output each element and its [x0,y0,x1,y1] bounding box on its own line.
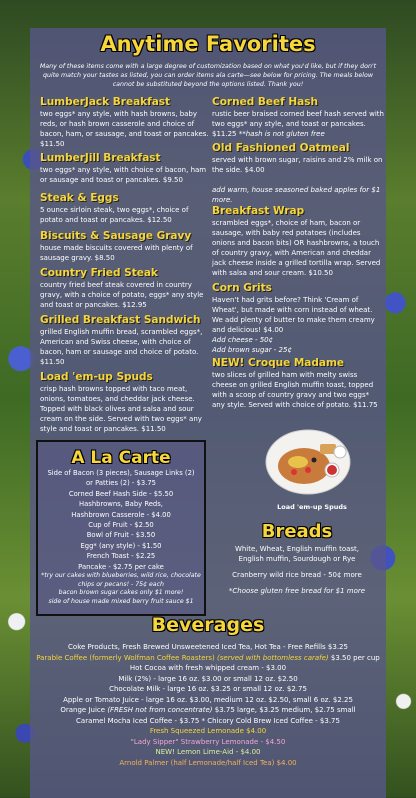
intro-text: Many of these items come with a large degree of customization based on what you'd like, but if they don't quite match your tastes as listed, you can order items ala carte—see below for pricing. The meals below cannot be substituted beyond the options listed. Thank you! [39,63,377,88]
carte-line: French Toast - $2.25 [86,552,156,561]
item-biscuits-gravy: Biscuits & Sausage Gravy house made biscuits covered with plenty of sausage gravy. $8.50 [40,230,193,262]
bev-line: Coke Products, Fresh Brewed Unsweetened Iced Tea, Hot Tea - Free Refills $3.25 [68,643,348,651]
item-oatmeal: Old Fashioned Oatmeal served with brown sugar, raisins and 2% milk on the side. $4.00 add warm, house seasoned baked apples for $1 more. [212,142,383,204]
carte-line: Hashbrown Casserole - $4.00 [71,510,171,519]
item-load-em-up-spuds: Load 'em-up Spuds crisp hash browns topped with taco meat, onions, tomatoes, and cheddar jack cheese. Topped with black olives and salsa and sour cream on the side. Served with two eggs* any style and toast or pancakes. $11.50 [40,371,202,433]
bev-line: Fresh Squeezed Lemonade $4.00 [149,727,267,735]
carte-line: Egg* (any style) - $1.50 [80,541,162,550]
carte-line: Side of Bacon (3 pieces), Sausage Links (2) [47,469,195,477]
item-lumberjill: LumberJill Breakfast two eggs* any style, with choice of bacon, ham or sausage and toast or pancakes. $9.50 [40,152,207,184]
bev-line: Orange Juice (FRESH not from concentrate) $3.75 large, $3.25 medium, $2.75 small [60,706,356,714]
a-la-carte-title: A La Carte [71,448,171,468]
bev-line: Parable Coffee (formerly Wolfman Coffee Roasters) (served with bottomless carafe) $3.50 per cup [36,653,380,662]
carte-note: side of house made mixed berry fruit sauce $1 [48,597,194,605]
item-lumberjack: LumberJack Breakfast two eggs* any style, with hash browns, baby reds, or hash brown casserole and choice of bacon, ham, or sausage, and toast or pancakes. $11.50 [40,96,209,148]
breads-line: Cranberry wild rice bread - 50¢ more [232,571,362,579]
carte-line: Hashbrowns, Baby Reds, [79,500,163,509]
item-corn-grits: Corn Grits Haven't had grits before? Think 'Cream of Wheat', but made with corn instead of wheat. We add plenty of butter to make them creamy and delicious! $4.00 Add cheese - 50¢ Add brown sugar - 25¢ [212,282,375,354]
item-country-fried-steak: Country Fried Steak country fried beef steak covered in country gravy, with a choice of potato, eggs* any style and toast or pancakes. $12.95 [40,267,204,309]
bev-line: Chocolate Milk - large 16 oz. $3.25 or small 12 oz. $2.75 [109,685,307,693]
item-corned-beef-hash: Corned Beef Hash rustic beer braised corned beef hash served with two eggs* any style, and toast or pancakes. $11.25 **hash is not gluten free [212,96,384,138]
beverages-title: Beverages [151,614,265,636]
breads-line: White, Wheat, English muffin toast, [234,545,360,553]
anytime-title: Anytime Favorites [100,32,316,56]
carte-line: Corned Beef Hash Side - $5.50 [68,489,174,498]
carte-line: Cup of Fruit - $2.50 [88,521,154,530]
bev-line: Milk (2%) - large 16 oz. $3.00 or small 12 oz. $2.50 [118,674,298,683]
a-la-carte-box [36,440,206,616]
carte-note: bacon brown sugar cakes only $1 more! [58,589,184,597]
breads-line: *Choose gluten free bread for $1 more [228,587,366,595]
food-photo [264,418,352,498]
breads-line: English muffin, Sourdough or Rye [238,555,356,563]
item-croque-madame: NEW! Croque Madame two slices of grilled ham with melty swiss cheese on grilled English muffin toast, topped with a scoop of country gravy and two eggs* any style. Served with choice of potato. $11.75 [212,357,378,409]
breads-section [212,520,382,596]
bev-line: Apple or Tomato Juice - large 16 oz. $3.00, medium 12 oz. $2.50, small 6 oz. $2.25 [63,695,353,704]
photo-caption: Load 'em-up Spuds [277,503,347,511]
carte-line: Pancake - $2.75 per cake [78,562,164,571]
carte-note: *try our cakes with blueberries, wild rice, chocolate chips or pecans! - 75¢ each [41,572,201,588]
item-steak-eggs: Steak & Eggs 5 ounce sirloin steak, two eggs*, choice of potato and toast or pancakes. $12.50 [40,192,189,224]
bev-line: Caramel Mocha Iced Coffee - $3.75 * Chicory Cold Brew Iced Coffee - $3.75 [76,716,340,725]
item-breakfast-wrap: Breakfast Wrap scrambled eggs*, choice of ham, bacon or sausage, with baby red potatoes (includes onions and bacon bits) OR hashbrowns, a touch of country gravy, with American and cheddar jack cheese inside a grilled tortilla wrap. Served with salsa and sour cream. $10.50 [212,205,381,277]
carte-line: or Patties (2) - $3.75 [85,479,157,488]
carte-line: Bowl of Fruit - $3.50 [86,531,156,540]
bev-line: Arnold Palmer (half Lemonade/half Iced Tea) $4.00 [119,758,297,767]
bev-line: "Lady Sipper" Strawberry Lemonade - $4.50 [130,737,286,746]
bev-line: Hot Cocoa with fresh whipped cream - $3.00 [129,664,287,672]
bev-line: NEW! Lemon Lime-Aid - $4.00 [155,748,261,756]
item-breakfast-sandwich: Grilled Breakfast Sandwich grilled English muffin bread, scrambled eggs*, American and Swiss cheese, with choice of bacon, ham or sausage and choice of potato. $11.50 [40,314,203,366]
breads-title: Breads [261,521,333,542]
